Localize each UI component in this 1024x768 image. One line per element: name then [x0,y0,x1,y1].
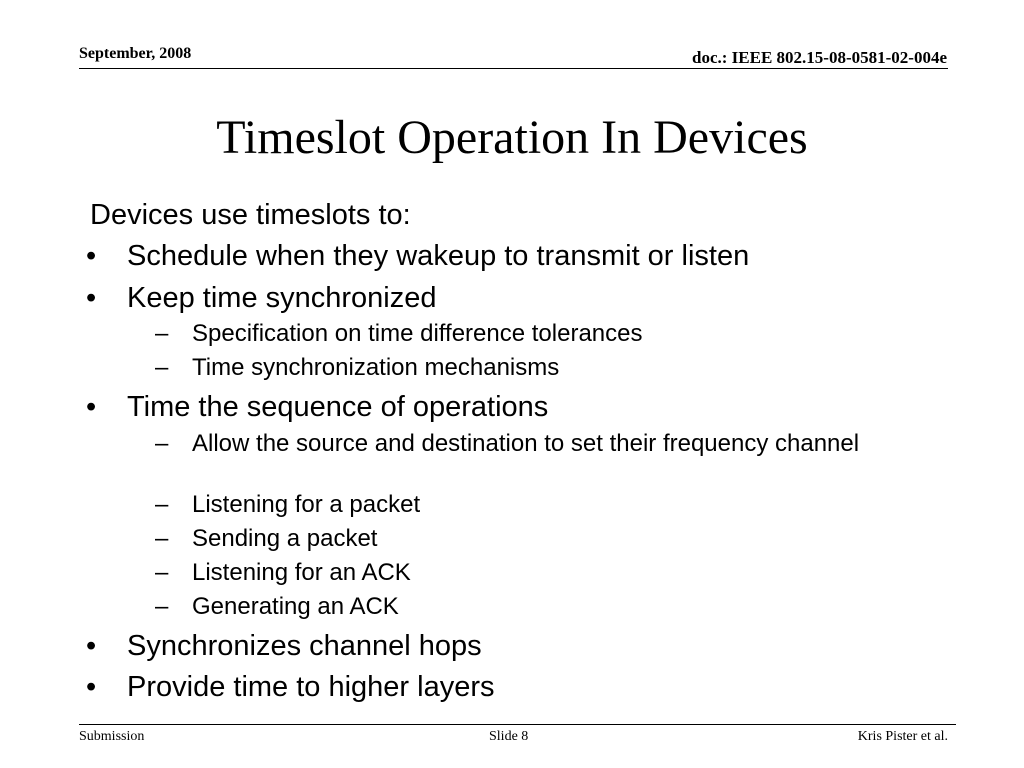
sub-bullet-marker: – [155,491,169,518]
sub-bullet-text: Listening for a packet [192,491,421,518]
sub-bullet-marker: – [155,593,169,620]
sub-bullet-text: Specification on time difference tolerances [192,320,643,347]
sub-bullet-text: Sending a packet [192,525,378,552]
footer-author: Kris Pister et al. [857,729,948,744]
bullet-text: Synchronizes channel hops [127,630,482,662]
sub-bullet-text: Allow the source and destination to set their frequency channel [192,430,860,457]
bullet-marker: • [86,630,97,662]
bullet-text: Schedule when they wakeup to transmit or listen [127,240,750,272]
slide-title: Timeslot Operation In Devices [216,111,808,164]
sub-bullet-marker: – [155,430,169,457]
sub-bullet-marker: – [155,559,169,586]
intro-text: Devices use timeslots to: [90,199,411,231]
footer-submission: Submission [79,729,145,744]
sub-bullet-text: Time synchronization mechanisms [192,354,560,381]
bullet-text: Keep time synchronized [127,282,437,314]
bullet-marker: • [86,391,97,423]
footer-divider [79,724,956,725]
sub-bullet-text: Generating an ACK [192,593,399,620]
bullet-text: Time the sequence of operations [127,391,549,423]
bullet-marker: • [86,671,97,703]
bullet-marker: • [86,282,97,314]
sub-bullet-marker: – [155,354,169,381]
bullet-marker: • [86,240,97,272]
bullet-text: Provide time to higher layers [127,671,495,703]
footer-slide-number: Slide 8 [489,729,529,744]
sub-bullet-marker: – [155,320,169,347]
sub-bullet-text: Listening for an ACK [192,559,411,586]
header-doc-id: doc.: IEEE 802.15-08-0581-02-004e [692,48,947,67]
header-date: September, 2008 [79,45,192,62]
sub-bullet-marker: – [155,525,169,552]
